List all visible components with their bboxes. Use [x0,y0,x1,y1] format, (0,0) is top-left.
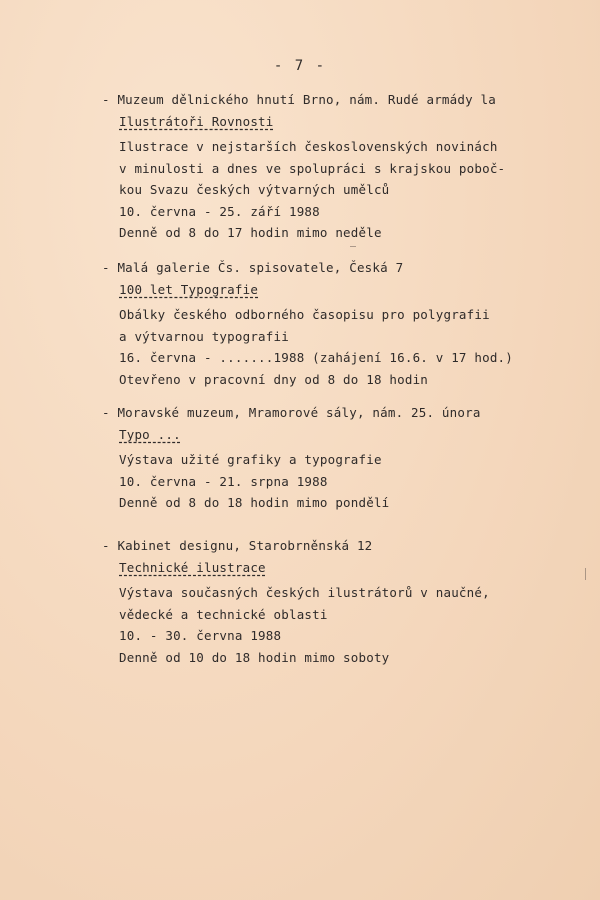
entry-dates: 16. června - .......1988 (zahájení 16.6. v 17 hod.) [119,350,514,365]
entry-hours: Denně od 8 do 18 hodin mimo pondělí [119,495,390,510]
exhibition-entry-4 [102,535,572,668]
entry-venue: - Moravské muzeum, Mramorové sály, nám. 25. února [102,405,481,420]
entry-dates: 10. - 30. června 1988 [119,628,282,643]
exhibition-entry-1 [102,89,572,244]
entry-description-line: a výtvarnou typografii [119,328,289,344]
entry-title: Technické ilustrace [119,559,266,575]
entry-description-line: v minulosti a dnes ve spolupráci s krajskou poboč- [119,160,506,176]
entry-hours: Otevřeno v pracovní dny od 8 do 18 hodin [119,371,429,387]
entry-description-line: Ilustrace v nejstarších československých novinách [119,139,498,154]
page-number: - 7 - [273,58,327,74]
entry-description-line: Obálky českého odborného časopisu pro polygrafii [119,307,490,322]
entry-venue: - Kabinet designu, Starobrněnská 12 [102,538,373,553]
entry-title: Ilustrátoři Rovnosti [119,113,274,129]
entry-title: Typo ... [119,426,181,442]
entry-dates: 10. června - 21. srpna 1988 [119,473,328,489]
entry-hours: Denně od 8 do 17 hodin mimo neděle [119,225,382,240]
entry-hours: Denně od 10 do 18 hodin mimo soboty [119,649,390,665]
entry-description-line: Výstava současných českých ilustrátorů v naučné, [119,585,490,600]
entry-description-line: Výstava užité grafiky a typografie [119,452,382,467]
entry-venue: - Malá galerie Čs. spisovatele, Česká 7 [102,260,404,275]
entry-venue: - Muzeum dělnického hnutí Brno, nám. Rudé armády la [102,92,497,107]
entry-title: 100 let Typografie [119,281,259,297]
exhibition-entry-2 [102,257,572,390]
entry-description-line: kou Svazu českých výtvarných umělců [119,182,390,197]
entry-dates: 10. června - 25. září 1988 [119,203,320,219]
exhibition-entry-3 [102,402,572,514]
entry-description-line: vědecké a technické oblasti [119,606,328,622]
paper-mark [350,246,356,247]
paper-mark [585,568,586,580]
